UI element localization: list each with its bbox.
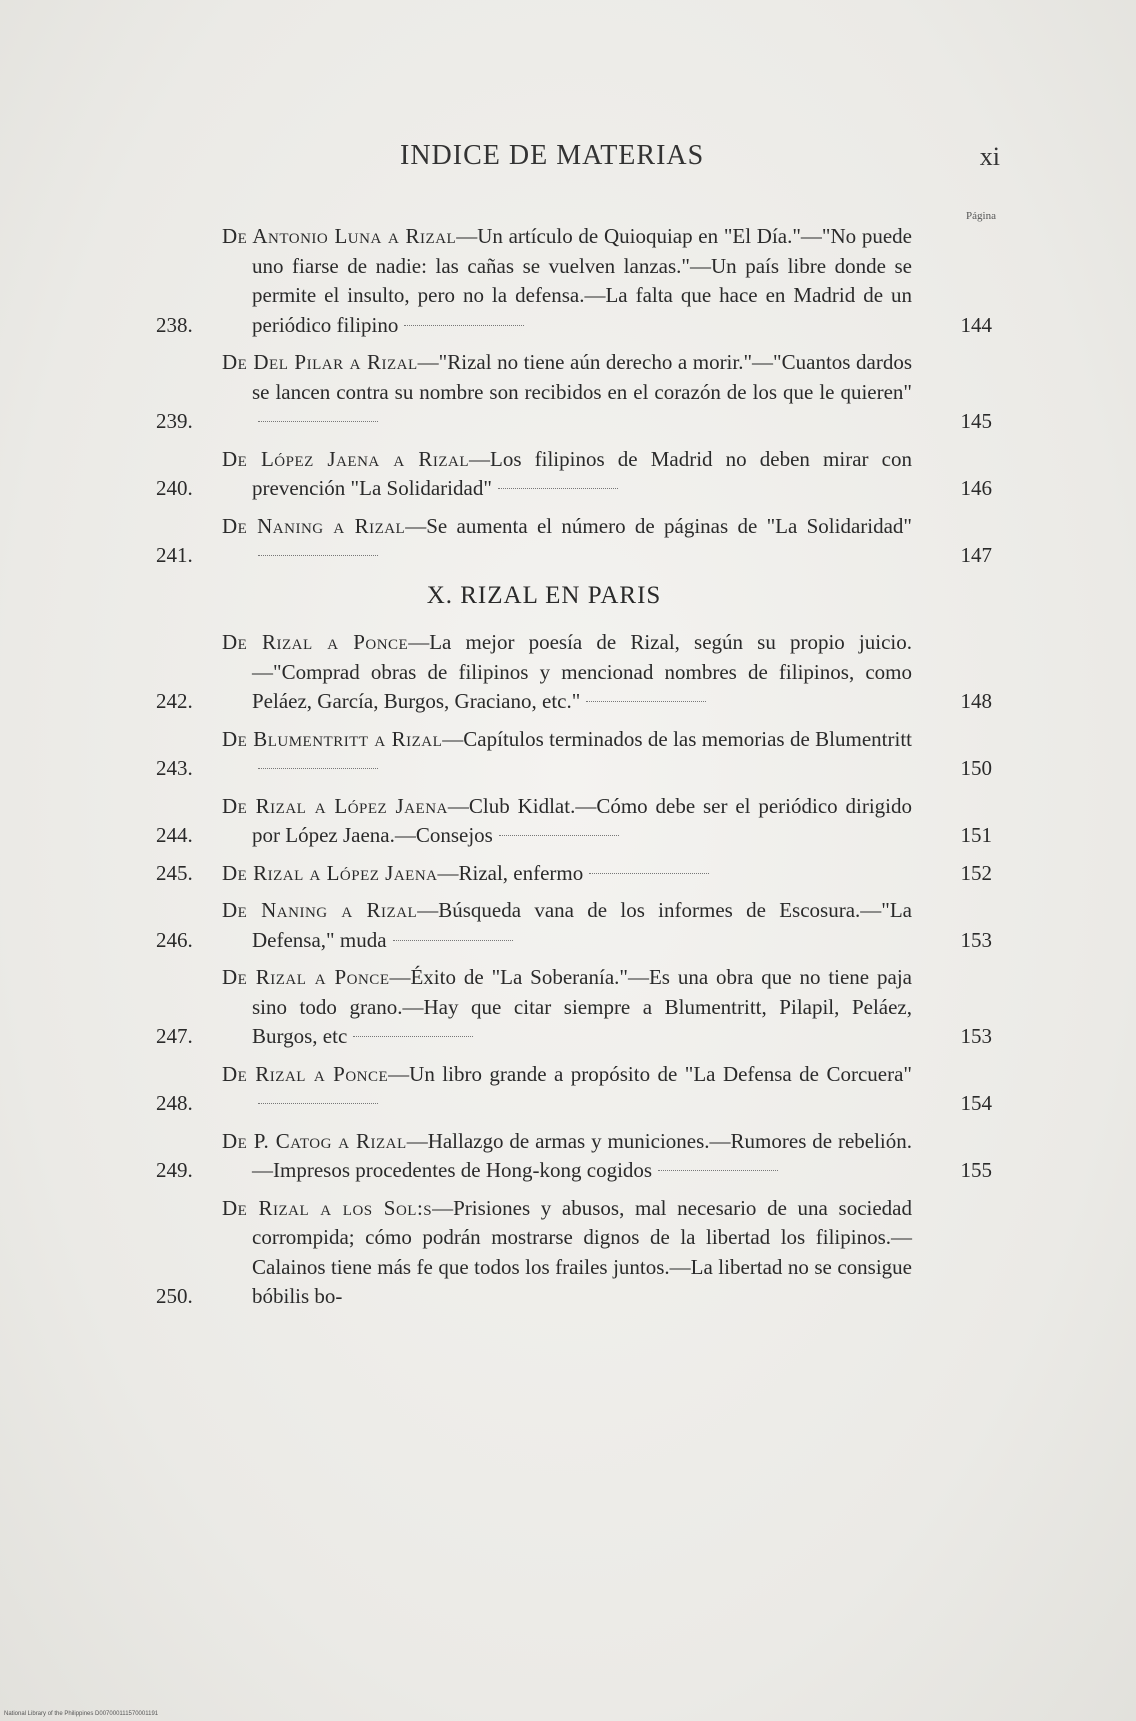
entry-sender: De Rizal a los Sol:s [222,1195,433,1220]
dot-leader [658,1170,778,1171]
entry-summary: —Búsqueda vana de los informes de Escosura.—"La Defensa," muda [252,898,913,952]
entry-description [222,896,912,955]
entry-summary: —Se aumenta el número de páginas de "La Solidaridad" [405,513,913,538]
entries-group-before [156,222,992,571]
entry-number: 244. [156,823,193,847]
toc-entry [156,628,992,717]
entry-summary: —Hallazgo de armas y municiones.—Rumores de rebelión.—Impresos procedentes de Hong-kong cogidos [252,1128,913,1182]
scan-credit: National Library of the Philippines D007000111570001191 [4,1711,159,1717]
entry-number: 242. [156,689,193,713]
toc-entry [156,896,992,955]
dot-leader [586,701,706,702]
entry-sender: De Blumentritt a Rizal [222,726,443,751]
entry-description [222,222,912,340]
entry-number: 245. [156,860,193,885]
entry-number: 240. [156,476,193,500]
entry-page-number: 153 [960,1024,992,1048]
toc-entry [156,963,992,1052]
entry-description [222,445,912,504]
entry-summary: —Prisiones y abusos, mal necesario de una sociedad corrompida; cómo podrán mostrarse dignos de la libertad los filipinos.—Calainos tiene más fe que todos los frailes juntos.—La libertad no se consigue bóbilis bo- [252,1195,912,1308]
entry-summary: —Un libro grande a propósito de "La Defensa de Corcuera" [388,1061,912,1086]
entry-summary: —Los filipinos de Madrid no deben mirar con prevención "La Solidaridad" [252,446,912,500]
toc-entry [156,725,992,784]
entry-number: 241. [156,543,193,567]
toc-entry [156,1194,992,1312]
entry-page-number: 153 [960,927,992,952]
entry-sender: De Rizal a Ponce [222,630,409,654]
page-number: xi [979,142,1000,171]
entry-sender: De Rizal a Ponce [222,965,390,989]
entry-summary: —Club Kidlat.—Cómo debe ser el periódico dirigido por López Jaena.—Consejos [252,793,912,847]
entry-summary: —Capítulos terminados de las memorias de Blumentritt [442,726,912,751]
entry-page-number: 147 [960,543,992,567]
dot-leader [498,488,618,489]
entry-description [222,1060,912,1119]
entry-summary: —Un artículo de Quioquiap en "El Día."—"No puede uno fiarse de nadie: las cañas se vuelven lanzas."—Un país libre donde se permite el insulto, pero no la defensa.—La falta que hace en Madrid de un periódico filipino [252,224,913,337]
entry-description [222,1127,912,1186]
entry-number: 248. [156,1091,193,1115]
entry-sender: De Naning a Rizal [222,513,406,538]
entry-summary: —Éxito de "La Soberanía."—Es una obra que no tiene paja sino todo grano.—Hay que citar siempre a Blumentritt, Pilapil, Peláez, Burgos, etc [252,965,912,1048]
toc-entry [156,222,992,340]
dot-leader [499,835,619,836]
toc-entry [156,1127,992,1186]
entry-page-number: 154 [960,1091,992,1115]
entry-sender: De Rizal a López Jaena [222,860,438,885]
entry-sender: De Rizal a Ponce [222,1061,389,1086]
entry-page-number: 155 [960,1158,992,1182]
entry-summary: —Rizal, enfermo [437,860,584,885]
entry-sender: De López Jaena a Rizal [222,446,469,471]
dot-leader [258,768,378,769]
entry-description [222,628,912,717]
entry-number: 249. [156,1158,193,1182]
page-title: INDICE DE MATERIAS [400,140,705,171]
entry-page-number: 145 [960,409,992,433]
entry-page-number: 144 [960,312,992,337]
entry-number: 247. [156,1024,193,1048]
dot-leader [258,1103,378,1104]
entry-description [222,348,912,437]
entry-description [222,859,912,889]
dot-leader [589,873,709,874]
entry-page-number: 148 [960,689,992,713]
page-column-label: Página [966,210,996,222]
entry-number: 238. [156,312,193,337]
entry-sender: De Del Pilar a Rizal [222,350,418,374]
entry-number: 239. [156,409,193,433]
entry-page-number: 152 [960,860,992,885]
entry-sender: De Naning a Rizal [222,898,418,922]
entry-sender: De P. Catog a Rizal [222,1128,407,1153]
table-of-contents [156,222,992,1320]
entry-description [222,963,912,1052]
entries-group-after [156,628,992,1312]
entry-sender: De Rizal a López Jaena [222,793,448,818]
running-head [150,140,1000,180]
toc-entry [156,792,992,851]
toc-entry [156,348,992,437]
entry-number: 250. [156,1284,193,1308]
toc-entry [156,859,992,889]
toc-entry [156,1060,992,1119]
entry-description [222,725,912,784]
entry-summary: —"Rizal no tiene aún derecho a morir."—"Cuantos dardos se lancen contra su nombre son recibidos en el corazón de los que le quieren" [252,350,912,404]
toc-entry [156,445,992,504]
entry-description [222,1194,912,1312]
dot-leader [353,1036,473,1037]
dot-leader [393,940,513,941]
entry-summary: —La mejor poesía de Rizal, según su propio juicio.—"Comprad obras de filipinos y mencionad nombres de filipinos, como Peláez, García, Burgos, Graciano, etc." [252,630,912,713]
entry-description [222,792,912,851]
dot-leader [258,421,378,422]
toc-entry [156,512,992,571]
section-heading: X. RIZAL EN PARIS [426,581,662,609]
entry-description [222,512,912,571]
dot-leader [404,325,524,326]
dot-leader [258,555,378,556]
entry-page-number: 150 [960,756,992,780]
entry-page-number: 151 [960,823,992,847]
entry-page-number: 146 [960,476,992,500]
entry-number: 246. [156,927,193,952]
entry-number: 243. [156,756,193,780]
entry-sender: De Antonio Luna a Rizal [222,224,457,248]
